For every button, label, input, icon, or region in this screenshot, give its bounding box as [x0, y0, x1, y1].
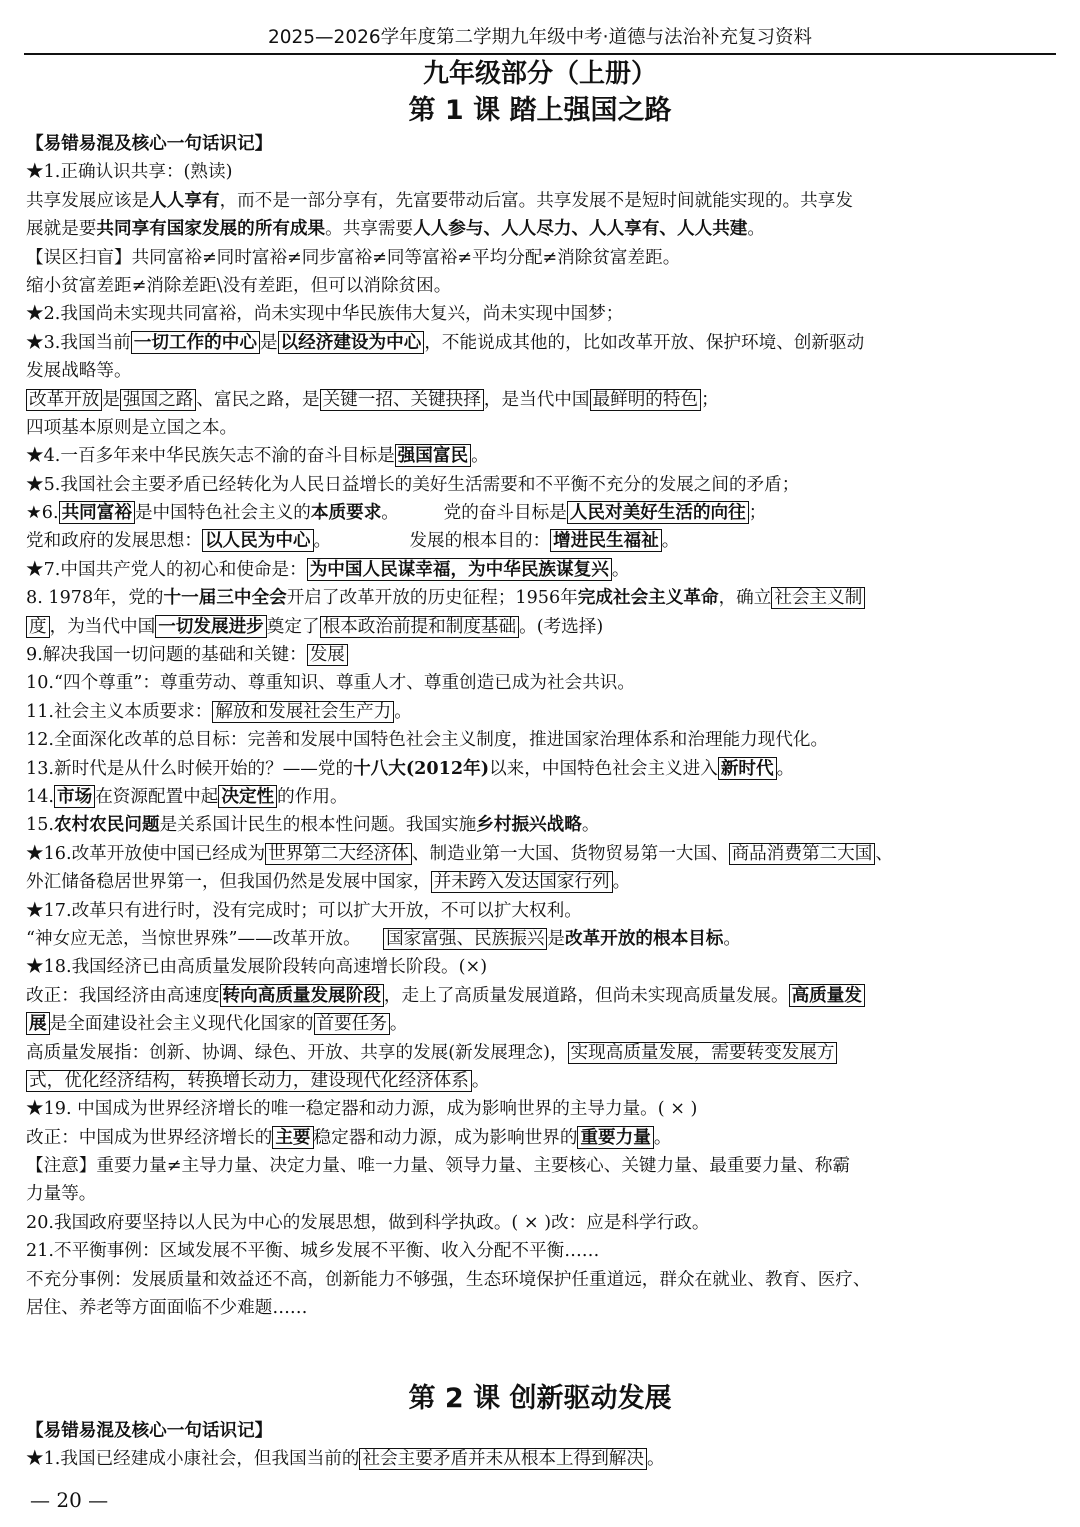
text-segment: 13.新时代是从什么时候开始的？——党的 [26, 758, 354, 779]
text-segment: 15. [26, 815, 54, 836]
text-segment: 奠定了 [266, 616, 320, 637]
text-segment: ★2.我国尚未实现共同富裕，尚未实现中华民族伟大复兴，尚未实现中国梦； [26, 304, 624, 325]
text-line [26, 386, 1056, 414]
text-segment: 是 [547, 928, 566, 949]
boxed-keyword: 新时代 [718, 757, 777, 780]
boxed-keyword: 为中国人民谋幸福，为中华民族谋复兴 [307, 558, 612, 581]
bold-text: 十一届三中全会 [163, 587, 287, 609]
text-segment: 8. 1978年，党的 [26, 588, 164, 609]
bold-text: 本质要求 [310, 502, 382, 524]
text-line [26, 1445, 1056, 1473]
boxed-keyword: 以人民为中心 [202, 529, 314, 552]
text-segment: “神女应无恙，当惊世界殊”——改革开放。 [26, 928, 384, 949]
boxed-keyword: 人民对美好生活的向往 [567, 501, 749, 524]
text-segment: 11.社会主义本质要求： [26, 701, 213, 722]
text-segment: ★1.正确认识共享：(熟读) [26, 162, 233, 183]
text-line [26, 329, 1056, 357]
text-line [26, 897, 1056, 925]
boxed-keyword: 展 [26, 1012, 50, 1035]
text-line [26, 982, 1056, 1010]
bold-text: 【易错易混及核心一句话识记】 [26, 1420, 273, 1441]
text-line [26, 300, 1056, 328]
text-segment: 不充分事例：发展质量和效益还不高，创新能力不够强，生态环境保护任重道远，群众在就业、教育、医疗、 [26, 1269, 871, 1290]
text-segment: ★1.我国已经建成小康社会，但我国当前的 [26, 1449, 360, 1470]
text-segment: 在资源配置中起 [95, 786, 219, 807]
page-header: 2025—2026学年度第二学期九年级中考·道德与法治补充复习资料 [267, 27, 813, 48]
text-line [26, 1095, 1056, 1123]
text-segment: 发展战略等。 [26, 361, 132, 382]
boxed-keyword: 转向高质量发展阶段 [220, 984, 384, 1007]
text-line [26, 726, 1056, 754]
text-segment: 。 [389, 1014, 408, 1035]
boxed-keyword: 一切发展进步 [155, 615, 267, 638]
boxed-keyword: 社会主要矛盾并未从根本上得到解决 [359, 1448, 647, 1470]
text-line [26, 357, 1056, 385]
text-segment: 【注意】重要力量≠主导力量、决定力量、唯一力量、领导力量、主要核心、关键力量、最重要力量、称霸 [26, 1156, 851, 1177]
text-segment: ★3.我国当前 [26, 332, 131, 353]
text-segment: 。 [581, 815, 600, 836]
text-line [26, 272, 1056, 300]
text-segment: ★7.中国共产党人的初心和使命是： [26, 559, 307, 580]
boxed-keyword: 共同富裕 [59, 501, 135, 524]
text-segment: 。 [394, 701, 412, 722]
text-segment: 稳定器和动力源，成为影响世界的 [313, 1127, 578, 1148]
text-line [26, 1067, 1056, 1095]
text-segment: 。 [471, 1070, 490, 1091]
lesson-2-body [26, 1417, 1056, 1474]
text-segment: 改正：我国经济由高速度 [26, 985, 220, 1006]
text-line [26, 1266, 1056, 1294]
text-segment: 改正：中国成为世界经济增长的 [26, 1127, 273, 1148]
boxed-keyword: 一切工作的中心 [131, 331, 260, 354]
text-segment: 21.不平衡事例：区域发展不平衡、城乡发展不平衡、收入分配不平衡…… [26, 1241, 600, 1262]
text-segment: ，走上了高质量发展道路，但尚未实现高质量发展。 [383, 985, 789, 1006]
text-segment: 。 [611, 559, 630, 580]
bold-text: 【易错易混及核心一句话识记】 [26, 133, 273, 154]
text-segment: ； [701, 389, 719, 410]
boxed-keyword: 强国之路 [120, 389, 196, 411]
text-line [26, 442, 1056, 470]
text-segment: ★18.我国经济已由高质量发展阶段转向高速增长阶段。(×) [26, 957, 488, 978]
text-line [26, 158, 1056, 186]
boxed-keyword: 最鲜明的特色 [590, 389, 702, 411]
boxed-keyword: 度 [26, 616, 50, 638]
text-line [26, 187, 1056, 215]
text-line [26, 1237, 1056, 1265]
boxed-keyword: 以经济建设为中心 [278, 331, 425, 354]
text-segment: ★6. [26, 503, 59, 524]
boxed-keyword: 实现高质量发展，需要转变发展方 [568, 1042, 838, 1064]
text-line [26, 755, 1056, 783]
text-segment: 展就是要 [26, 219, 97, 240]
text-line [26, 698, 1056, 726]
text-segment: ★16.改革开放使中国已经成为 [26, 843, 266, 864]
text-line [26, 499, 1056, 527]
text-line [26, 669, 1056, 697]
boxed-keyword: 市场 [54, 785, 95, 808]
text-line [26, 953, 1056, 981]
text-segment: 外汇储备稳居世界第一，但我国仍然是发展中国家， [26, 872, 431, 893]
text-segment: ，确立 [718, 588, 772, 609]
text-segment: 党和政府的发展思想： [26, 531, 202, 552]
text-segment: 12.全面深化改革的总目标：完善和发展中国特色社会主义制度，推进国家治理体系和治理能力现代化。 [26, 730, 829, 751]
text-line [26, 215, 1056, 243]
header-rule [24, 53, 1056, 55]
text-segment: 10.“四个尊重”：尊重劳动、尊重知识、尊重人才、尊重创造已成为社会共识。 [26, 673, 635, 694]
bold-text: 改革开放的根本目标 [565, 927, 724, 949]
text-segment: 【误区扫盲】共同富裕≠同时富裕≠同步富裕≠同等富裕≠平均分配≠消除贫富差距。 [26, 247, 681, 268]
text-segment: 、富民之路，是 [196, 389, 320, 410]
text-segment: 。 [647, 1449, 665, 1470]
text-segment: 。 [471, 446, 489, 467]
text-segment: 9.解决我国一切问题的基础和关键： [26, 645, 307, 666]
boxed-keyword: 解放和发展社会生产力 [212, 701, 394, 723]
text-segment: 。 党的奋斗目标是 [381, 503, 567, 524]
boxed-keyword: 高质量发 [789, 984, 865, 1007]
lesson-2-title: 第 2 课 创新驱动发展 [408, 1383, 672, 1414]
lesson-1-title: 第 1 课 踏上强国之路 [408, 95, 672, 126]
text-line [26, 471, 1056, 499]
text-line [26, 414, 1056, 442]
part-title: 九年级部分（上册） [422, 59, 657, 89]
text-segment: 共享发展应该是 [26, 190, 150, 211]
text-line [26, 527, 1056, 555]
boxed-keyword: 首要任务 [314, 1013, 390, 1035]
boxed-keyword: 社会主义制 [771, 587, 865, 609]
page-number: — 20 — [30, 1488, 109, 1512]
text-line [26, 811, 1056, 839]
text-line [26, 1010, 1056, 1038]
text-segment: 开启了改革开放的历史征程；1956年 [286, 588, 578, 609]
text-segment: 以来，中国特色社会主义进入 [489, 758, 718, 779]
boxed-keyword: 改革开放 [26, 389, 102, 411]
text-line [26, 613, 1056, 641]
text-segment: ★5.我国社会主要矛盾已经转化为人民日益增长的美好生活需要和不平衡不充分的发展之间的矛盾； [26, 474, 800, 495]
text-segment: 是全面建设社会主义现代化国家的 [49, 1014, 314, 1035]
text-segment: ，不能说成其他的，比如改革开放、保护环境、创新驱动 [424, 332, 865, 353]
boxed-keyword: 主要 [272, 1126, 313, 1149]
text-segment: 四项基本原则是立国之本。 [26, 417, 238, 438]
bold-text: 农村农民问题 [53, 814, 160, 836]
text-segment: 。 [653, 1127, 672, 1148]
text-segment: ，是当代中国 [483, 389, 590, 410]
text-segment: ★19. 中国成为世界经济增长的唯一稳定器和动力源，成为影响世界的主导力量。( × ) [26, 1099, 698, 1120]
text-segment: ； [748, 503, 767, 524]
text-line [26, 925, 1056, 953]
text-line [26, 840, 1056, 868]
bold-text: 完成社会主义革命 [577, 587, 719, 609]
bold-text: 人人参与、人人尽力、人人享有、人人共建 [413, 218, 748, 240]
text-segment: ★17.改革只有进行时，没有完成时；可以扩大开放，不可以扩大权利。 [26, 900, 582, 921]
text-segment: 。 [776, 758, 795, 779]
text-line [26, 1417, 1056, 1445]
text-segment: 的作用。 [277, 786, 348, 807]
boxed-keyword: 商品消费第二大国 [729, 843, 876, 865]
text-segment: 、制造业第一大国、货物贸易第一大国、 [411, 843, 729, 864]
text-segment: 。 [747, 219, 766, 240]
text-segment: 力量等。 [26, 1184, 97, 1205]
text-line [26, 130, 1056, 158]
boxed-keyword: 关键一招、关键抉择 [320, 389, 484, 411]
text-line [26, 556, 1056, 584]
boxed-keyword: 国家富强、民族振兴 [383, 928, 547, 950]
text-segment: 14. [26, 786, 54, 807]
text-segment: 。 [723, 928, 741, 949]
text-segment: 。(考选择) [519, 616, 604, 637]
text-segment: 。 [612, 872, 631, 893]
lesson-1-body [26, 130, 1056, 1322]
text-segment: 。 发展的根本目的： [313, 531, 551, 552]
boxed-keyword: 决定性 [218, 785, 277, 808]
bold-text: 共同享有国家发展的所有成果 [96, 218, 326, 240]
text-segment: ，而不是一部分享有，先富要带动后富。共享发展不是短时间就能实现的。共享发 [219, 190, 853, 211]
bold-text: 人人享有 [149, 189, 220, 211]
text-line [26, 1152, 1056, 1180]
bold-text: 乡村振兴战略 [476, 814, 582, 836]
text-line [26, 1039, 1056, 1067]
boxed-keyword: 世界第二大经济体 [265, 843, 412, 865]
text-segment: 20.我国政府要坚持以人民为中心的发展思想，做到科学执政。( × )改：应是科学行政。 [26, 1212, 710, 1233]
text-line [26, 1209, 1056, 1237]
text-segment: 高质量发展指：创新、协调、绿色、开放、共享的发展(新发展理念)， [26, 1042, 568, 1063]
bold-text: 十八大(2012年) [353, 757, 490, 779]
text-segment: 缩小贫富差距≠消除差距\没有差距，但可以消除贫困。 [26, 275, 452, 296]
boxed-keyword: 发展 [307, 644, 348, 666]
boxed-keyword: 并未跨入发达国家行列 [431, 871, 613, 893]
boxed-keyword: 增进民生福祉 [550, 529, 662, 552]
text-segment: 。 [661, 531, 680, 552]
boxed-keyword: 强国富民 [395, 444, 471, 467]
text-segment: 是中国特色社会主义的 [134, 503, 311, 524]
text-line [26, 641, 1056, 669]
boxed-keyword: 式，优化经济结构，转换增长动力，建设现代化经济体系 [26, 1070, 472, 1092]
text-line [26, 244, 1056, 272]
text-segment: 是关系国计民生的根本性问题。我国实施 [159, 815, 477, 836]
text-segment: 、 [875, 843, 893, 864]
text-line [26, 1294, 1056, 1322]
text-segment: ★4.一百多年来中华民族矢志不渝的奋斗目标是 [26, 446, 395, 467]
text-segment: 是 [259, 332, 278, 353]
text-line [26, 868, 1056, 896]
text-segment: ，为当代中国 [49, 616, 156, 637]
boxed-keyword: 重要力量 [577, 1126, 653, 1149]
text-segment: 是 [102, 389, 120, 410]
text-line [26, 1124, 1056, 1152]
text-segment: 。共享需要 [325, 219, 414, 240]
boxed-keyword: 根本政治前提和制度基础 [320, 616, 520, 638]
text-line [26, 783, 1056, 811]
text-line [26, 1180, 1056, 1208]
text-line [26, 584, 1056, 612]
text-segment: 居住、养老等方面面临不少难题…… [26, 1298, 308, 1319]
